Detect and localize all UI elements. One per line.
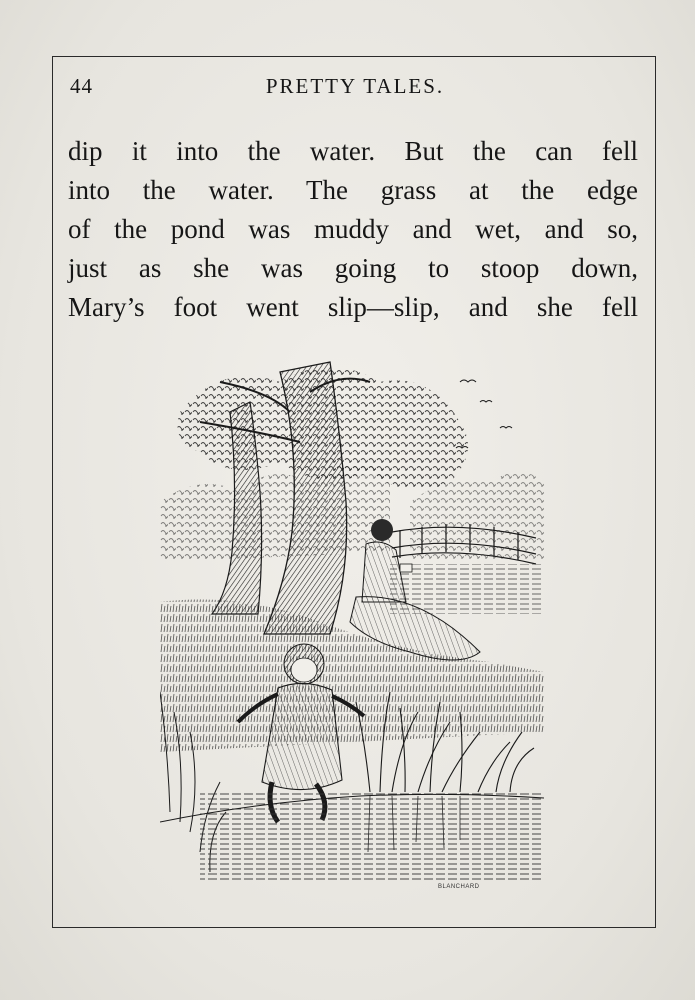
engraver-signature: BLANCHARD xyxy=(438,884,480,890)
engraving-illustration xyxy=(160,352,544,900)
pond-water xyxy=(200,792,544,882)
text-line-3: of the pond was muddy and wet, and so, xyxy=(68,214,638,244)
text-line-5: Mary’s foot went slip—slip, and she fell xyxy=(68,292,638,322)
running-title: PRETTY TALES. xyxy=(265,74,445,98)
text-line-4: just as she was going to stoop down, xyxy=(68,253,638,283)
body-text xyxy=(68,132,638,327)
background-foliage xyxy=(160,464,390,562)
engraving-svg xyxy=(160,352,544,900)
text-line-2: into the water. The grass at the edge xyxy=(68,175,638,205)
text-line-1: dip it into the water. But the can fell xyxy=(68,136,638,166)
page-number: 44 xyxy=(70,74,93,98)
running-header xyxy=(70,74,640,108)
